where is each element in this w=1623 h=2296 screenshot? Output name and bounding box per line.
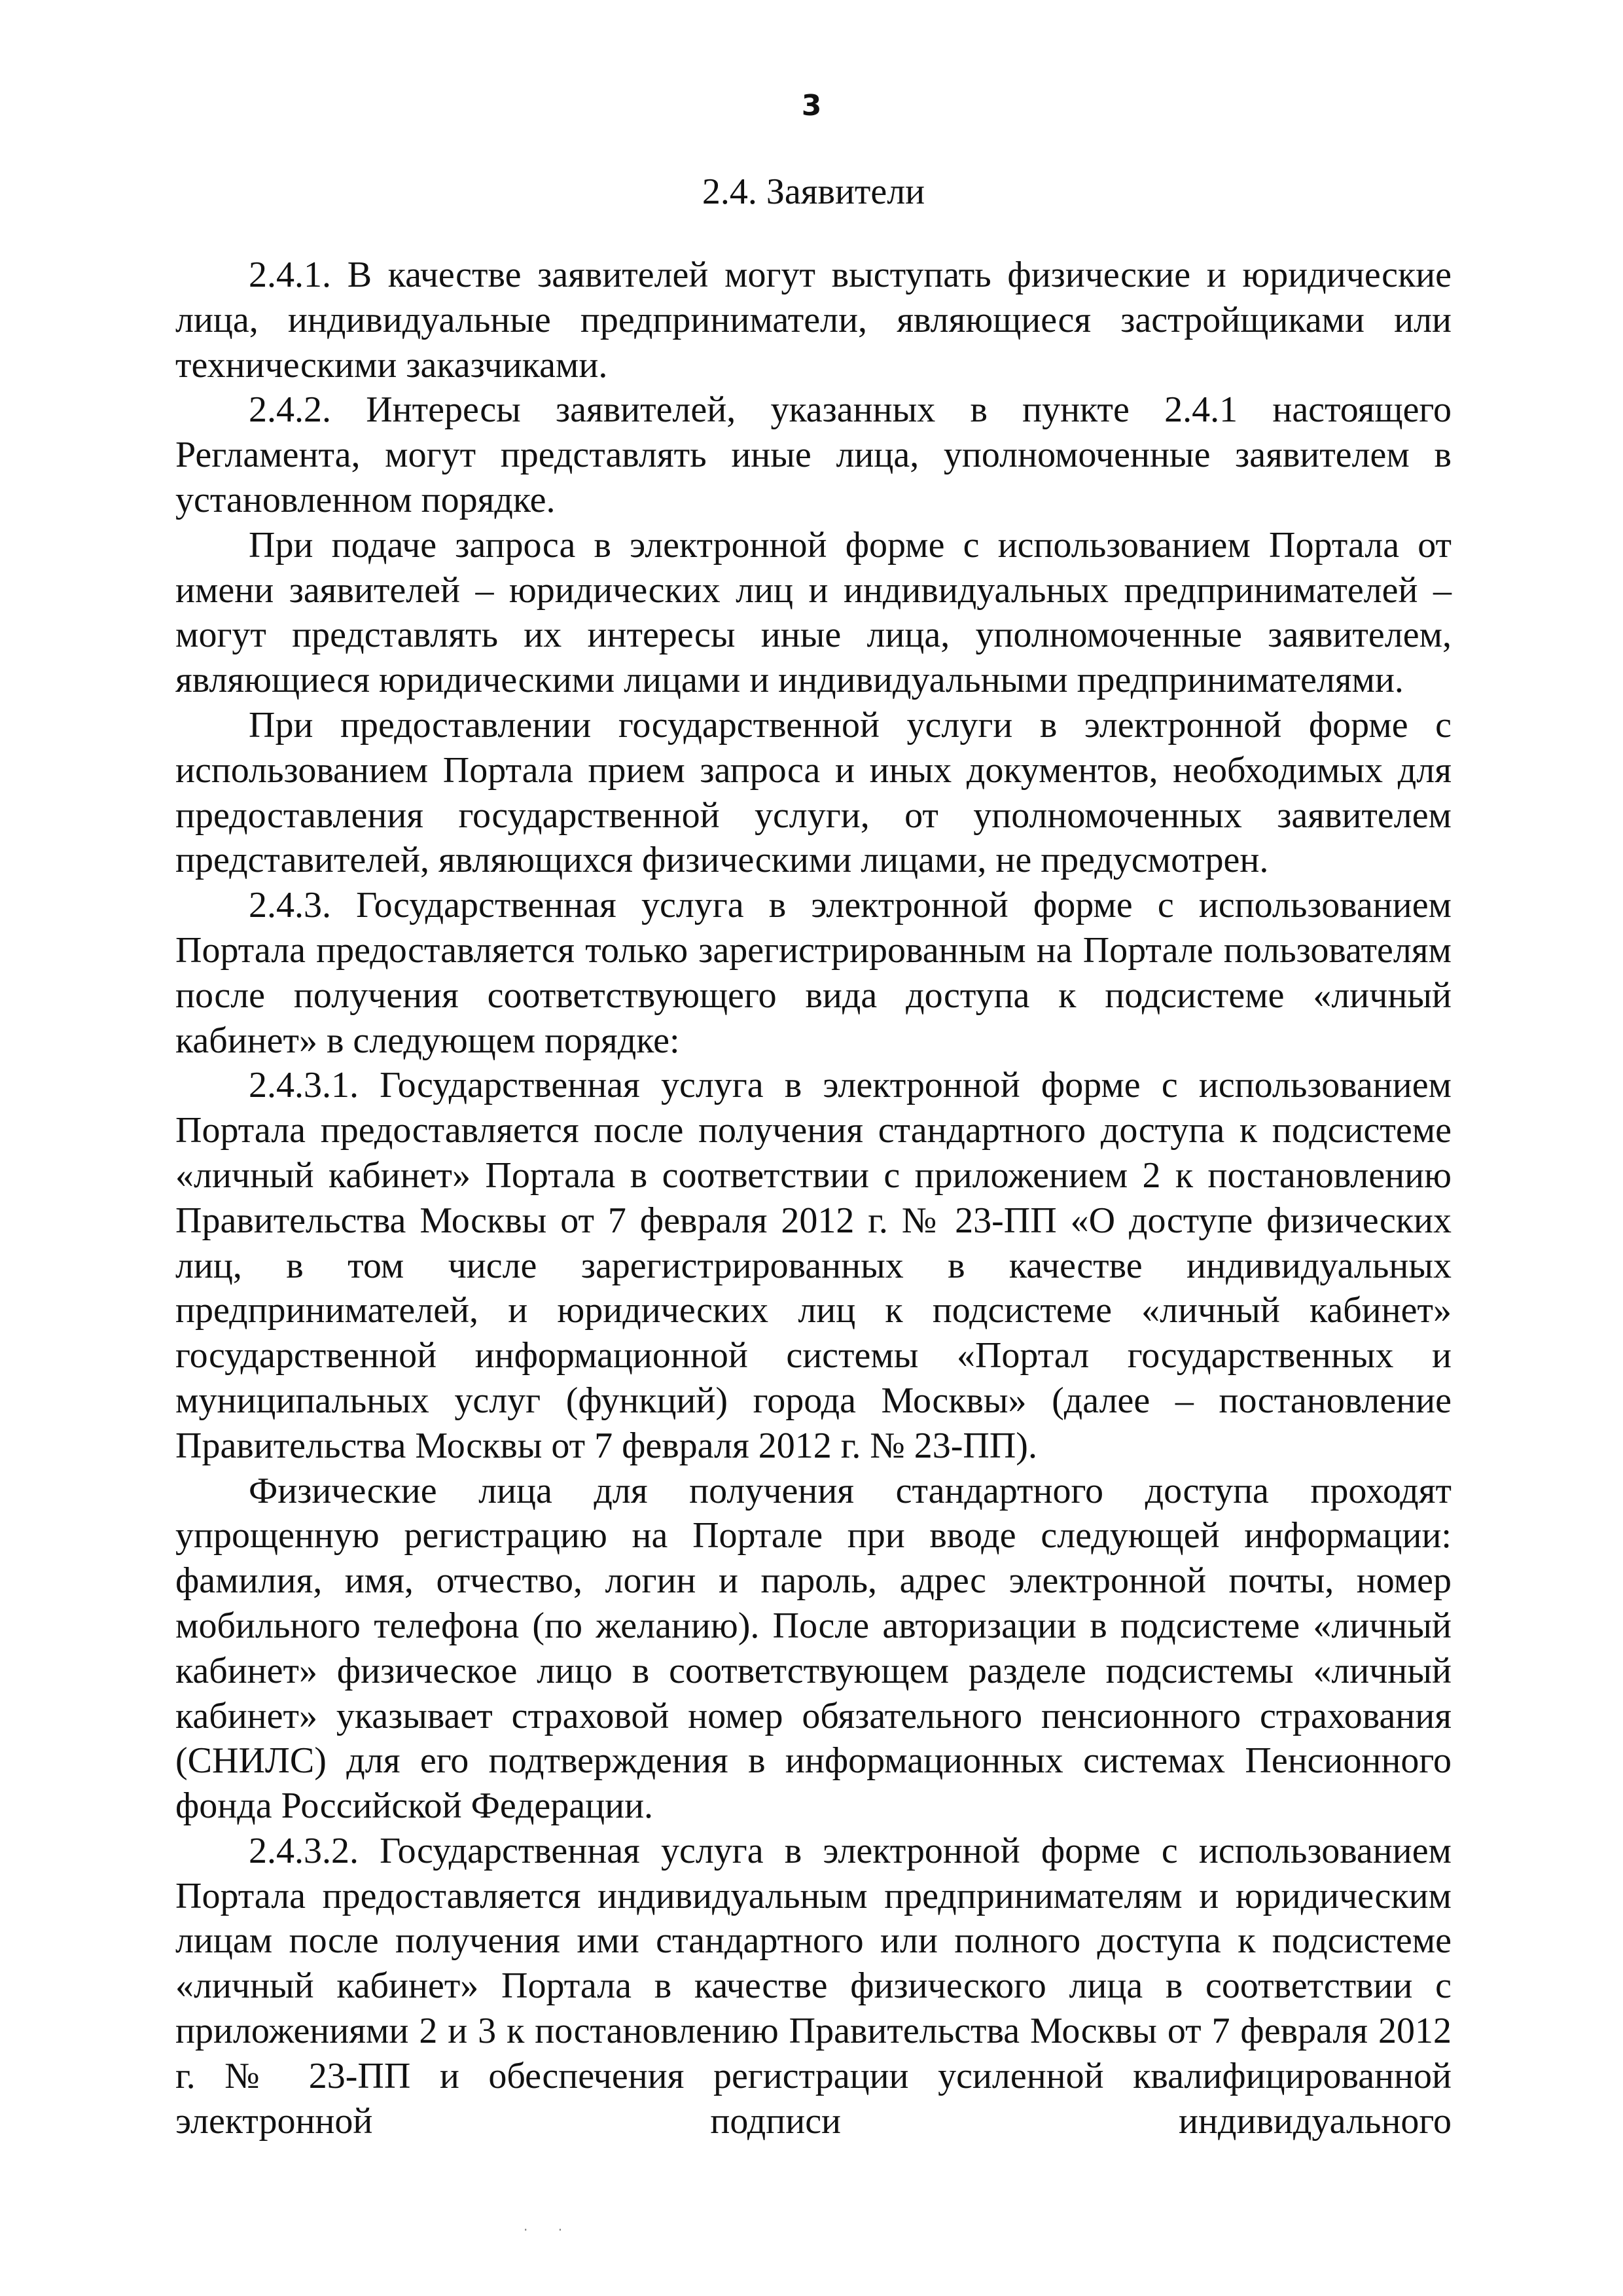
paragraph: При предоставлении государственной услуги в электронной форме с использованием Портала прием запроса и иных документов, необходимых для предоставления государственной услуги, от уполномоченных заявителем представителей, являющихся физическими лицами, не предусмотрен. bbox=[175, 704, 1452, 881]
document-body bbox=[175, 253, 1452, 2144]
paragraph: 2.4.1. В качестве заявителей могут выступать физические и юридические лица, индивидуальные предприниматели, являющиеся застройщиками или техническими заказчиками. bbox=[175, 255, 1452, 386]
section-heading: 2.4. Заявители bbox=[702, 171, 925, 212]
page-number: 3 bbox=[801, 89, 822, 122]
paragraph: 2.4.3. Государственная услуга в электронной форме с использованием Портала предоставляется только зарегистрированным на Портале пользователям после получения соответствующего вида доступа к подсистеме «личный кабинет» в следующем порядке: bbox=[175, 885, 1452, 1061]
scan-artifact: · · bbox=[524, 2222, 576, 2238]
paragraph: 2.4.3.1. Государственная услуга в электронной форме с использованием Портала предоставляется после получения стандартного доступа к подсистеме «личный кабинет» Портала в соответствии с приложением 2 к постановлению Правительства Москвы от 7 февраля 2012 г. № 23-ПП «О доступе физических лиц, в том числе зарегистрированных в качестве индивидуальных предпринимателей, и юридических лиц к подсистеме «личный кабинет» государственной информационной системы «Портал государственных и муниципальных услуг (функций) города Москвы» (далее – постановление Правительства Москвы от 7 февраля 2012 г. № 23-ПП). bbox=[175, 1065, 1452, 1466]
paragraph: 2.4.3.2. Государственная услуга в электронной форме с использованием Портала предоставляется индивидуальным предпринимателям и юридическим лицам после получения ими стандартного или полного доступа к подсистеме «личный кабинет» Портала в качестве физического лица в соответствии с приложениями 2 и 3 к постановлению Правительства Москвы от 7 февраля 2012 г. № 23-ПП и обеспечения регистрации усиленной квалифицированной электронной подписи индивидуального bbox=[175, 1830, 1452, 2142]
paragraph: При подаче запроса в электронной форме с использованием Портала от имени заявителей – юридических лиц и индивидуальных предпринимателей – могут представлять их интересы иные лица, уполномоченные заявителем, являющиеся юридическими лицами и индивидуальными предпринимателями. bbox=[175, 524, 1452, 701]
paragraph: Физические лица для получения стандартного доступа проходят упрощенную регистрацию на Портале при вводе следующей информации: фамилия, имя, отчество, логин и пароль, адрес электронной почты, номер мобильного телефона (по желанию). После авторизации в подсистеме «личный кабинет» физическое лицо в соответствующем разделе подсистемы «личный кабинет» указывает страховой номер обязательного пенсионного страхования (СНИЛС) для его подтверждения в информационных системах Пенсионного фонда Российской Федерации. bbox=[175, 1470, 1452, 1827]
paragraph: 2.4.2. Интересы заявителей, указанных в пункте 2.4.1 настоящего Регламента, могут представлять иные лица, уполномоченные заявителем в установленном порядке. bbox=[175, 389, 1452, 520]
